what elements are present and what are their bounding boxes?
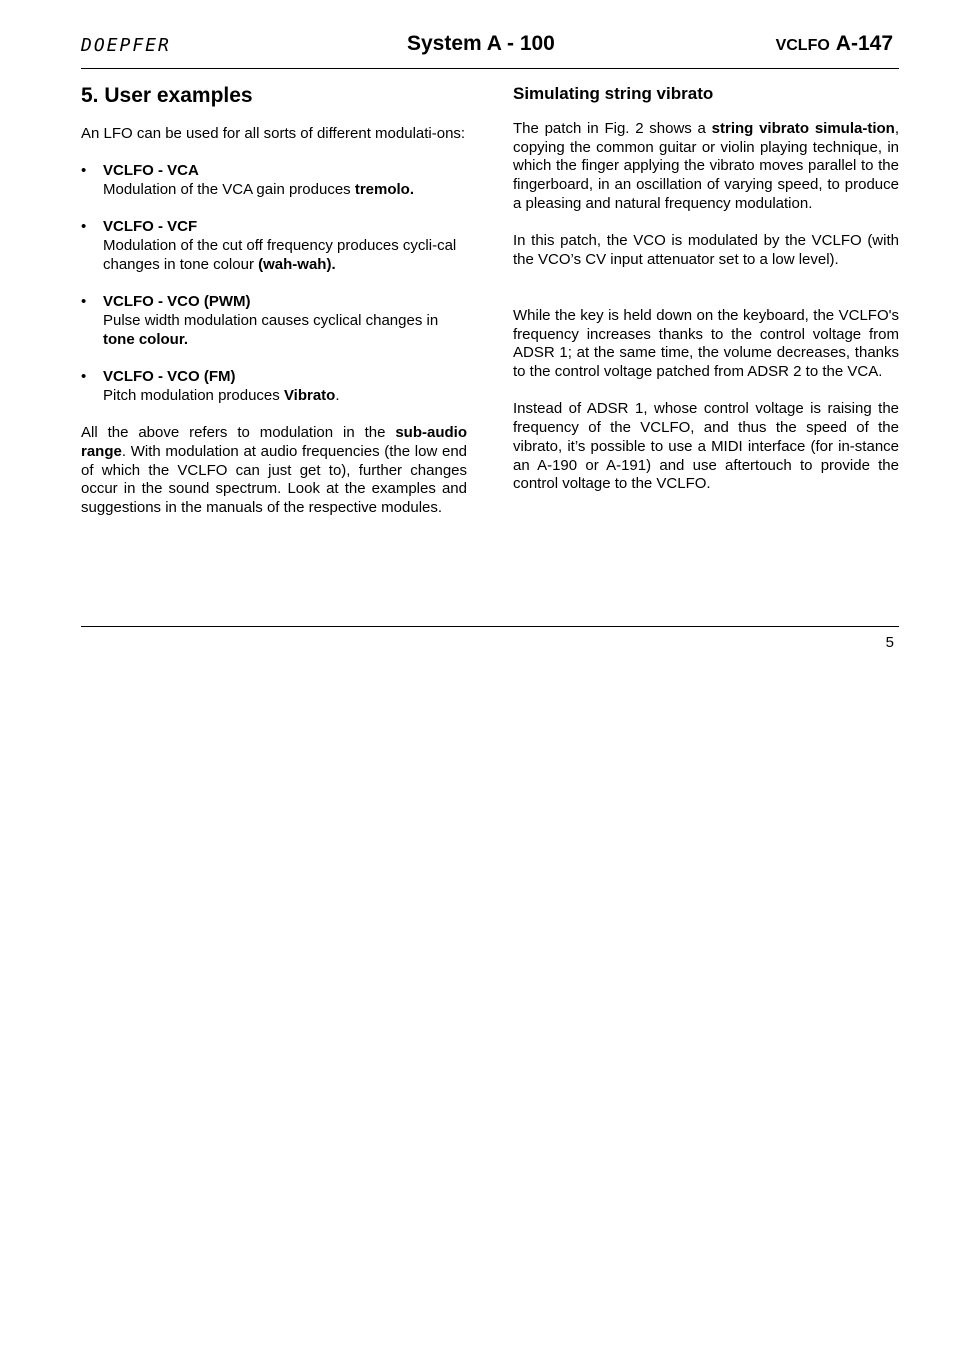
paragraph-1-emphasis: string vibrato simula-tion (711, 120, 895, 137)
footer-divider (81, 626, 899, 627)
module-code: A-147 (835, 32, 893, 55)
module-id (776, 32, 893, 56)
left-column (81, 84, 467, 518)
paragraph-4: Instead of ADSR 1, whose control voltage is raising the frequency of the VCLFO, and thus the speed of the vibrato, it’s possible to use a MIDI interface (for in-stance an A-190 or A-191) and use aftertouch to provide the control voltage to the VCLFO. (513, 400, 899, 493)
paragraph-1-end: , copying the common guitar or violin playing technique, in which the finger applying the vibrato moves parallel to the fingerboard, in an oscillation of varying speed, to produce a pleasing and natural frequency modulation. (513, 120, 899, 212)
list-item (81, 293, 467, 349)
paragraph-3: While the key is held down on the keyboard, the VCLFO's frequency increases thanks to the control voltage from ADSR 1; at the same time, the volume decreases, thanks to the control voltage patched from ADSR 2 to the VCA. (513, 306, 899, 381)
list-item-title: VCLFO - VCO (FM) (103, 368, 236, 386)
closing-text-end: . With modulation at audio frequencies (the low end of which the VCLFO can just get to), further changes occur in the sound spectrum. Look at the examples and suggestions in the manuals of the respective modules. (81, 442, 467, 516)
closing-text-start: All the above refers to modulation in the (81, 424, 396, 442)
list-item-title: VCLFO - VCA (103, 162, 199, 180)
list-item-suffix: . (335, 386, 340, 404)
system-title: System A - 100 (407, 32, 555, 55)
subsection-title: Simulating string vibrato (513, 84, 714, 103)
list-item-title: VCLFO - VCF (103, 218, 198, 236)
paragraph-2: In this patch, the VCO is modulated by the VCLFO (with the VCO’s CV input attenuator set to a low level). (513, 232, 899, 268)
list-item (81, 368, 467, 405)
bullet-icon: • (81, 368, 87, 386)
paragraph-1-start: The patch in Fig. 2 shows a (513, 120, 712, 137)
list-item-emphasis: (wah-wah). (258, 255, 336, 273)
list-item-text: Modulation of the cut off frequency produces cycli-cal changes in tone colour (103, 237, 457, 273)
paragraph-1 (513, 120, 899, 214)
header-divider (81, 68, 899, 69)
page-header (81, 30, 899, 68)
bullet-icon: • (81, 218, 87, 236)
list-item (81, 218, 467, 274)
module-prefix: VCLFO (775, 37, 830, 54)
closing-paragraph (81, 424, 467, 518)
bullet-icon: • (81, 162, 87, 180)
closing-emphasis: sub-audio range (81, 424, 467, 460)
bullet-icon: • (81, 293, 87, 311)
list-item-text: Modulation of the VCA gain produces (103, 181, 355, 199)
right-column (513, 84, 899, 494)
list-item (81, 162, 467, 199)
list-item-text: Pitch modulation produces (103, 386, 284, 404)
list-item-title: VCLFO - VCO (PWM) (103, 293, 251, 311)
list-item-text: Pulse width modulation causes cyclical changes in (103, 311, 439, 329)
list-item-emphasis: tremolo. (354, 181, 415, 199)
intro-paragraph: An LFO can be used for all sorts of different modulati-ons: (81, 125, 466, 142)
section-title: 5. User examples (81, 84, 253, 107)
page-number: 5 (885, 634, 894, 651)
list-item-emphasis: tone colour. (103, 330, 189, 348)
brand-logo: DOEPFER (81, 35, 171, 56)
list-item-emphasis: Vibrato (283, 386, 336, 404)
